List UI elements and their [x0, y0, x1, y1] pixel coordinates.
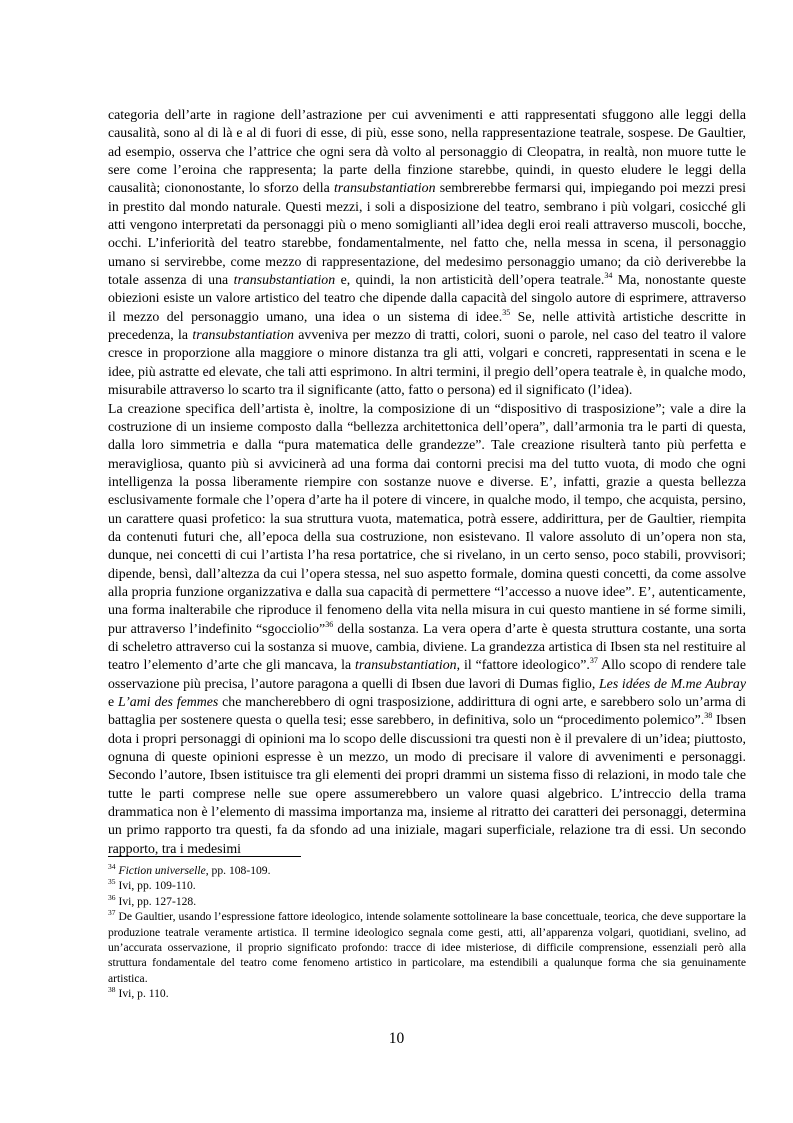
footnote [108, 986, 746, 1001]
text-run: sembrerebbe fermarsi qui, impiegando poi mezzi presi in prestito dal mondo naturale. Questi mezzi, i soli a disposizione del teatro, sembrano i più volgari, cosicché gli atti vengono interpretati da personaggi più o meno somiglianti all’idea degli eroi reali attraverso muscoli, bocche, occhi. L’inferiorità del teatro starebbe, fondamentalmente, nel fatto che, nella messa in scena, il personaggio umano si servirebbe, come mezzo di rappresentazione, del medesimo personaggio umano; da ciò deriverebbe la totale assenza di una [108, 180, 746, 288]
text-run: Allo scopo di rendere tale osservazione più precisa, l’autore paragona a quelli di Ibsen due lavori di Dumas figlio, [108, 657, 746, 691]
italic-title: Les idées de M.me Aubray [598, 675, 746, 691]
text-run: La creazione specifica dell’artista è, inoltre, la composizione di un “dispositivo di trasposizione”; vale a dire la costruzione di un insieme composto dalla “bellezza architettonica dell’opera”, dall’armonia tra le parti di questa, dalla loro simmetria e dalla “pura matematica delle grandezze”. Tale creazione risulterà tanto più perfetta e meravigliosa, quanto più si avvicinerà ad una forma dai contorni precisi ma del tutto vuota, di modo che ogni intelligenza la possa liberamente riempire con sostanze nuove e diverse. E’, infatti, grazie a questa bellezza esclusivamente formale che l’opera d’arte ha il potere di vincere, in qualche modo, il tempo, che acquista, persino, un carattere quasi profetico: la sua struttura vuota, matematica, potrà essere, addirittura, per de Gaultier, riempita da contenuti futuri che, all’epoca della sua costruzione, non esistevano. Il valore assoluto di un’opera non sta, dunque, nei concetti di cui l’artista l’ha resa portatrice, che si rivelano, in un certo senso, poco stabili, provvisori; dipende, bensì, dall’altezza da cui l’opera stessa, nel suo aspetto formale, domina questi concetti, da come assolve alla propria funzione organizzativa e dalla sua capacità di permettere “l’accesso a nuove idee”. E’, autenticamente, una forma inalterabile che riproduce il fenomeno della vita nella misura in cui questo mantiene in sé forme simili, pur attraverso l’indefinito “sgocciolio” [108, 400, 746, 636]
italic-term: transubstantiation [355, 657, 457, 673]
italic-term: transubstantiation [233, 272, 336, 288]
italic-title: L’ami des femmes [118, 694, 219, 709]
footnote-text: Ivi, pp. 127-128. [118, 894, 197, 908]
body-paragraph [108, 400, 746, 859]
footnote-text: , pp. 108-109. [205, 864, 271, 877]
text-run: e, quindi, la non artisticità dell’opera teatrale. [335, 272, 605, 288]
page-number: 10 [388, 1030, 405, 1047]
footnote-ref[interactable]: 35 [502, 307, 511, 317]
body-paragraph [108, 106, 746, 400]
footnote-number: 34 [108, 862, 116, 871]
footnote-number: 38 [108, 985, 116, 995]
text-run: Ma, nonostante queste obiezioni esiste un valore artistico del teatro che dipende dalla capacità del singolo autore di esprimere, attraverso il mezzo del personaggio umano, una idea o un sistema di idee. [108, 272, 746, 324]
text-run: e [108, 694, 119, 709]
footnote-separator [108, 856, 301, 857]
footnote-text: Ivi, pp. 109-110. [118, 879, 196, 893]
footnote [108, 894, 746, 909]
footnote [108, 878, 746, 893]
footnote-ref[interactable]: 38 [704, 711, 713, 721]
footnote [108, 863, 746, 878]
footnote [108, 909, 746, 986]
text-run: Se, nelle attività artistiche descritte in precedenza, la [108, 308, 746, 343]
footnote-ref[interactable]: 34 [604, 271, 613, 281]
text-run: Ibsen dota i propri personaggi di opinioni ma lo scopo delle discussioni tra questi non è il prevalere di un’idea; piuttosto, ognuna di queste opinioni espresse è un mezzo, un modo di precisare il valore di avvenimenti e personaggi. Secondo l’autore, Ibsen istituisce tra gli elementi dei propri drammi un sistema fisso di relazioni, in modo tale che tutte le parti comprese nelle sue opere assumerebbero un valore quasi algebrico. L’intreccio della trama drammatica non è l’elemento di massima importanza ma, insieme al ritratto dei caratteri dei personaggi, determina un primo rapporto tra questi, fa da sfondo ad una iniziale, magari superficiale, relazione tra di essi. Un secondo rapporto, tra i medesimi [108, 712, 746, 856]
body-text [108, 106, 746, 858]
footnote-ref[interactable]: 37 [589, 656, 598, 666]
footnotes [108, 863, 746, 1002]
footnote-text: Ivi, p. 110. [118, 987, 169, 1001]
footnote-text: De Gaultier, usando l’espressione fattore ideologico, intende solamente sottolineare la base concettuale, teorica, che deve supportare la produzione teatrale veramente artistica. Il termine ideologico segnala come gesti, atti, all’apparenza volgari, quotidiani, svelino, ad un’accurata osservazione, il proprio significato profondo: tracce di idee misteriose, di difficile comprensione, essenziali però alla struttura fondamentale del teatro come fenomeno artistico in particolare, ma estendibili a qualunque forma che sia genuinamente artistica. [108, 910, 746, 985]
italic-term: transubstantiation [192, 327, 294, 343]
footnote-ref[interactable]: 36 [325, 619, 334, 629]
footnote-number: 36 [108, 892, 116, 902]
footnote-number: 35 [108, 877, 116, 887]
footnote-italic: Fiction universelle [118, 864, 206, 877]
italic-term: transubstantiation [333, 180, 436, 196]
footnote-number: 37 [108, 908, 116, 918]
text-run: , il “fattore ideologico”. [456, 657, 590, 673]
text-run: categoria dell’arte in ragione dell’astrazione per cui avvenimenti e atti rappresentati sfuggono alle leggi della causalità, sono al di là e al di fuori di esse, di più, esse sono, nella rappresentazione teatrale, sospese. De Gaultier, ad esempio, osserva che l’attrice che ogni sera dà volto al personaggio di Cleopatra, in realtà, non muore tutte le sere come l’eroina che rappresenta; la parte della finzione starebbe, quindi, in questo eludere le leggi della causalità; ciononostante, lo sforzo della [108, 107, 746, 196]
text-run: avveniva per mezzo di tratti, colori, suoni o parole, nel caso del teatro il valore cresce in proporzione alla maggiore o minore distanza tra gli atti, volgari e concreti, rappresentati in scena e le idee, più astratte ed elevate, che tali atti esprimono. In altri termini, il pregio dell’opera teatrale è, in qualche modo, misurabile attraverso lo scarto tra il significante (atto, fatto o persona) ed il significato (l’idea). [108, 327, 746, 398]
text-run: della sostanza. La vera opera d’arte è questa struttura costante, una sorta di scheletro attraverso cui la sostanza si muove, cambia, diviene. La grandezza artistica di Ibsen sta nel restituire al teatro l’elemento d’arte che gli mancava, la [108, 620, 747, 673]
text-run: che mancherebbero di ogni trasposizione, addirittura di ogni arte, e sarebbero solo un’arma di battaglia per sostenere questa o quella tesi; esse sarebbero, in definitiva, solo un “procedimento polemico”. [108, 694, 746, 728]
